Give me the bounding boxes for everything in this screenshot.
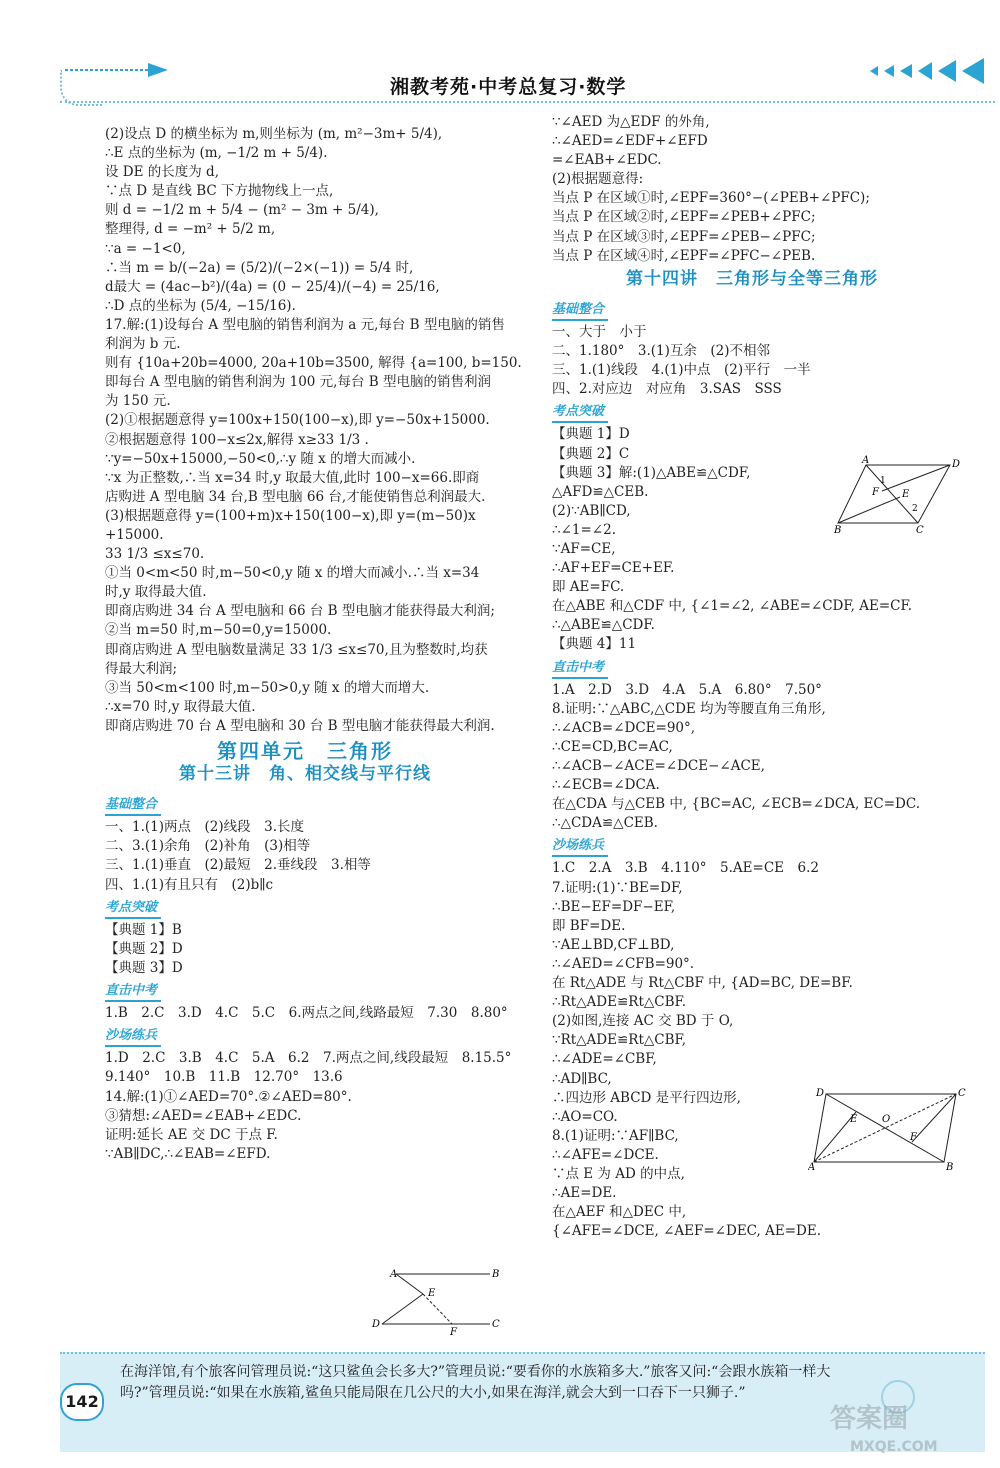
text-line: 当点 P 在区域④时,∠EPF=∠PFC−∠PEB. — [552, 247, 816, 264]
answer-line: {∠AFE=∠DCE, ∠AEF=∠DEC, AE=DE. — [552, 1223, 821, 1240]
page-header-title: 湘教考苑·中考总复习·数学 — [390, 76, 627, 98]
fig-label: E — [428, 1288, 436, 1299]
answer-line: 四、1.(1)有且只有 (2)b∥c — [105, 876, 274, 893]
text-line: ②当 m=50 时,m−50=0,y=15000. — [105, 622, 332, 639]
fig-label: E — [850, 1114, 858, 1125]
text-line: 整理得, d = −m² + 5/2 m, — [105, 221, 276, 238]
text-line: 即商店购进 A 型电脑数量满足 33 1/3 ≤x≤70,且为整数时,均获 — [105, 641, 488, 658]
answer-line: ∵AB∥DC,∴∠EAB=∠EFD. — [105, 1145, 271, 1162]
right-basic-answers — [552, 323, 952, 399]
text-line: ∵x 为正整数,∴当 x=34 时,y 取最大值,此时 100−x=66.即商 — [105, 469, 480, 486]
answer-line: 【典题 3】解:(1)△ABE≌△CDF, — [552, 464, 751, 481]
answer-line: ∴∠AED=∠CFB=90°. — [552, 955, 695, 972]
text-line: ∴D 点的坐标为 (5/4, −15/16). — [105, 297, 296, 314]
text-line: ②根据题意得 100−x≤2x,解得 x≥33 1/3 . — [105, 431, 369, 448]
fig-label: B — [834, 525, 842, 535]
fig-label: D — [372, 1319, 381, 1330]
fig-label: A — [390, 1269, 398, 1280]
text-line: 当点 P 在区域②时,∠EPF=∠PEB+∠PFC; — [552, 209, 816, 226]
answer-line: ∵AE⊥BD,CF⊥BD, — [552, 936, 675, 953]
answer-line: 证明:延长 AE 交 DC 于点 F. — [105, 1126, 278, 1143]
text-line: ∴x=70 时,y 取得最大值. — [105, 698, 256, 715]
answer-line: 在 Rt△ADE 与 Rt△CBF 中, {AD=BC, DE=BF. — [552, 975, 853, 992]
answer-line: 二、1.180° 3.(1)互余 (2)不相邻 — [552, 343, 771, 360]
answer-line: 9.140° 10.B 11.B 12.70° 13.6 — [105, 1069, 343, 1086]
page-number: 142 — [60, 1383, 104, 1421]
answer-line: ∴△CDA≌△CEB. — [552, 815, 658, 832]
section-basic: 基础整合 — [552, 300, 608, 321]
text-line: 即商店购进 70 台 A 型电脑和 30 台 B 型电脑才能获得最大利润. — [105, 717, 495, 734]
answer-line: ∵Rt△ADE≌Rt△CBF, — [552, 1032, 687, 1049]
svg-text:MXQE.COM: MXQE.COM — [850, 1439, 938, 1455]
answer-line: ∵点 E 为 AD 的中点, — [552, 1165, 685, 1182]
fig-label: A — [862, 455, 870, 466]
fig-label: A — [808, 1162, 816, 1172]
answer-line: 【典题 4】11 — [552, 636, 637, 653]
fig-label: C — [916, 525, 924, 535]
right-practice-answers — [552, 859, 952, 1241]
answer-line: 二、3.(1)余角 (2)补角 (3)相等 — [105, 838, 311, 855]
answer-line: ∴∠ECB=∠DCA. — [552, 777, 660, 794]
fig-label: B — [946, 1162, 954, 1172]
right-solution-lines — [552, 113, 952, 266]
answer-line: ∴∠ADE=∠CBF, — [552, 1051, 657, 1068]
answer-line: 三、1.(1)线段 4.(1)中点 (2)平行 一半 — [552, 362, 811, 379]
answer-line: 1.D 2.C 3.B 4.C 5.A 6.2 7.两点之间,线段最短 8.15.5° — [105, 1050, 512, 1067]
answer-line: 【典题 3】D — [105, 959, 183, 976]
answer-line: ∴Rt△ADE≌Rt△CBF. — [552, 994, 687, 1011]
lecture-14-title: 第十四讲 三角形与全等三角形 — [626, 268, 878, 289]
answer-line: (2)如图,连接 AC 交 BD 于 O, — [552, 1013, 734, 1030]
right-exam-answers — [552, 681, 952, 834]
answer-line: ∴∠AFE=∠DCE. — [552, 1146, 659, 1163]
text-line: 当点 P 在区域③时,∠EPF=∠PEB−∠PFC; — [552, 228, 816, 245]
answer-line: 1.C 2.A 3.B 4.110° 5.AE=CE 6.2 — [552, 860, 819, 877]
text-line: 为 150 元. — [105, 393, 171, 410]
answer-line: 【典题 1】B — [105, 921, 182, 938]
answer-line: 【典题 2】D — [105, 940, 183, 957]
text-line: +15000. — [105, 526, 164, 543]
text-line: ∵y=−50x+15000,−50<0,∴y 随 x 的增大而减小. — [105, 450, 416, 467]
answer-line: 在△ABE 和△CDF 中, {∠1=∠2, ∠ABE=∠CDF, AE=CF. — [552, 598, 913, 615]
text-line: (2)根据题意得: — [552, 171, 644, 188]
triangle-arrows-icon — [860, 58, 990, 84]
answer-line: ∴∠ACB=∠DCE=90°, — [552, 719, 696, 736]
answer-line: 三、1.(1)垂直 (2)最短 2.垂线段 3.相等 — [105, 857, 371, 874]
section-points: 考点突破 — [552, 402, 608, 423]
answer-line: 8.证明:∵△ABC,△CDE 均为等腰直角三角形, — [552, 700, 826, 717]
answer-line: 即 BF=DE. — [552, 917, 626, 934]
answer-line: 四、2.对应边 对应角 3.SAS SSS — [552, 381, 782, 398]
figure-parallelogram-2 — [808, 1082, 968, 1172]
text-line: (2)①根据题意得 y=100x+150(100−x),即 y=−50x+15000. — [105, 412, 490, 429]
section-basic: 基础整合 — [105, 795, 161, 816]
answer-line: ∴AF+EF=CE+EF. — [552, 560, 675, 577]
text-line: 时,y 取得最大值. — [105, 584, 207, 601]
left-solution-lines — [105, 125, 522, 736]
answer-line: ∴AE=DE. — [552, 1185, 617, 1202]
left-points-answers — [105, 921, 505, 978]
answer-line: 8.(1)证明:∵AF∥BC, — [552, 1127, 679, 1144]
text-line: ∵a = −1<0, — [105, 240, 186, 257]
figure-parallel-lines — [368, 1262, 508, 1342]
answer-line: 在△AEF 和△DEC 中, — [552, 1204, 687, 1221]
text-line: ∵点 D 是直线 BC 下方抛物线上一点, — [105, 183, 334, 200]
text-line: 得最大利润; — [105, 660, 178, 677]
answer-line: (2)∵AB∥CD, — [552, 502, 631, 519]
answer-line: 【典题 1】D — [552, 426, 630, 443]
answer-line: ∴∠1=∠2. — [552, 521, 616, 538]
text-line: =∠EAB+∠EDC. — [552, 152, 662, 169]
answer-line: ∵AF=CE, — [552, 540, 616, 557]
answer-line: ∴四边形 ABCD 是平行四边形, — [552, 1089, 741, 1106]
text-line: 则 d = −1/2 m + 5/4 − (m² − 3m + 5/4), — [105, 202, 379, 219]
text-line: 33 1/3 ≤x≤70. — [105, 546, 205, 563]
fig-label: O — [882, 1114, 891, 1125]
text-line: 17.解:(1)设每台 A 型电脑的销售利润为 a 元,每台 B 型电脑的销售 — [105, 316, 505, 333]
text-line: 利润为 b 元. — [105, 336, 181, 353]
answer-line: 1.B 2.C 3.D 4.C 5.C 6.两点之间,线路最短 7.30 8.80° — [105, 1005, 508, 1022]
answer-line: ∴BE−EF=DF−EF, — [552, 898, 676, 915]
text-line: ∵∠AED 为△EDF 的外角, — [552, 114, 710, 130]
footer-story: 在海洋馆,有个旅客问管理员说:“这只鲨鱼会长多大?”管理员说:“要看你的水族箱多大.”旅客又问:“会跟水族箱一样大吗?”管理员说:“如果在水族箱,鲨鱼只能局限在几公尺的大小,如果在海洋,就会大到一口吞下一只狮子.” — [120, 1364, 831, 1401]
text-line: ∴当 m = b/(−2a) = (5/2)/(−2×(−1)) = 5/4 时, — [105, 259, 414, 276]
text-line: 当点 P 在区域①时,∠EPF=360°−(∠PEB+∠PFC); — [552, 190, 870, 207]
fig-label: 2 — [912, 504, 918, 514]
answer-line: ∴△ABE≌△CDF. — [552, 617, 655, 634]
answer-line: ③猜想:∠AED=∠EAB+∠EDC. — [105, 1107, 302, 1124]
lecture-13-title: 第十三讲 角、相交线与平行线 — [179, 764, 431, 785]
arrow-icon — [60, 62, 170, 78]
figure-parallelogram-1 — [832, 455, 962, 535]
header-rule — [60, 101, 995, 107]
text-line: ①当 0<m<50 时,m−50<0,y 随 x 的增大而减小.∴当 x=34 — [105, 565, 480, 582]
fig-label: F — [450, 1327, 457, 1338]
text-line: 即商店购进 34 台 A 型电脑和 66 台 B 型电脑才能获得最大利润; — [105, 603, 495, 620]
text-line: 店购进 A 型电脑 34 台,B 型电脑 66 台,才能使销售总利润最大. — [105, 488, 486, 505]
section-practice: 沙场练兵 — [552, 836, 608, 857]
right-column — [552, 113, 952, 1241]
answer-line: ∴AO=CO. — [552, 1108, 618, 1125]
fig-label: F — [872, 487, 879, 498]
text-line: 设 DE 的长度为 d, — [105, 164, 219, 181]
text-line: 即每台 A 型电脑的销售利润为 100 元,每台 B 型电脑的销售利润 — [105, 374, 491, 391]
left-basic-answers — [105, 818, 505, 894]
left-column — [105, 125, 522, 1164]
section-points: 考点突破 — [105, 898, 161, 919]
answer-line: 在△CDA 与△CEB 中, {BC=AC, ∠ECB=∠DCA, EC=DC. — [552, 796, 921, 813]
answer-line: 1.A 2.D 3.D 4.A 5.A 6.80° 7.50° — [552, 681, 822, 698]
answer-line: 一、1.(1)两点 (2)线段 3.长度 — [105, 819, 305, 836]
answer-line: 一、大于 小于 — [552, 323, 647, 340]
section-practice: 沙场练兵 — [105, 1026, 161, 1047]
answer-line: 即 AE=FC. — [552, 579, 625, 596]
text-line: (2)设点 D 的横坐标为 m,则坐标为 (m, m²−3m+ 5/4), — [105, 126, 443, 142]
fig-label: D — [952, 459, 961, 470]
text-line: ∴E 点的坐标为 (m, −1/2 m + 5/4). — [105, 145, 328, 162]
left-exam-answers — [105, 1004, 508, 1023]
text-line: ③当 50<m<100 时,m−50>0,y 随 x 的增大而增大. — [105, 679, 430, 696]
watermark-logo — [810, 1375, 990, 1455]
answer-line: ∴CE=CD,BC=AC, — [552, 738, 673, 755]
text-line: (3)根据题意得 y=(100+m)x+150(100−x),即 y=(m−50)x — [105, 507, 476, 524]
answer-line: 【典题 2】C — [552, 445, 630, 462]
fig-label: C — [492, 1319, 500, 1330]
section-exam: 直击中考 — [552, 658, 608, 679]
fig-label: F — [910, 1132, 917, 1143]
svg-text:答案圈: 答案圈 — [830, 1404, 909, 1434]
answer-line: ∴AD∥BC, — [552, 1070, 612, 1087]
left-practice-answers — [105, 1049, 512, 1164]
section-exam: 直击中考 — [105, 981, 161, 1002]
fig-label: D — [816, 1088, 825, 1099]
answer-line: ∴∠ACB−∠ACE=∠DCE−∠ACE, — [552, 758, 765, 774]
text-line: 则有 {10a+20b=4000, 20a+10b=3500, 解得 {a=100, b=150. — [105, 355, 522, 372]
text-line: d最大 = (4ac−b²)/(4a) = (0 − 25/4)/(−4) = 25/16, — [105, 278, 440, 295]
answer-line: 14.解:(1)①∠AED=70°.②∠AED=80°. — [105, 1088, 352, 1105]
text-line: ∴∠AED=∠EDF+∠EFD — [552, 133, 708, 150]
fig-label: 1 — [880, 476, 886, 486]
fig-label: E — [902, 489, 910, 500]
answer-line: 7.证明:(1)∵BE=DF, — [552, 879, 683, 896]
fig-label: C — [958, 1088, 966, 1099]
fig-label: B — [492, 1269, 500, 1280]
unit-title: 第四单元 三角形 — [217, 739, 393, 763]
answer-line: △AFD≌△CEB. — [552, 483, 649, 500]
